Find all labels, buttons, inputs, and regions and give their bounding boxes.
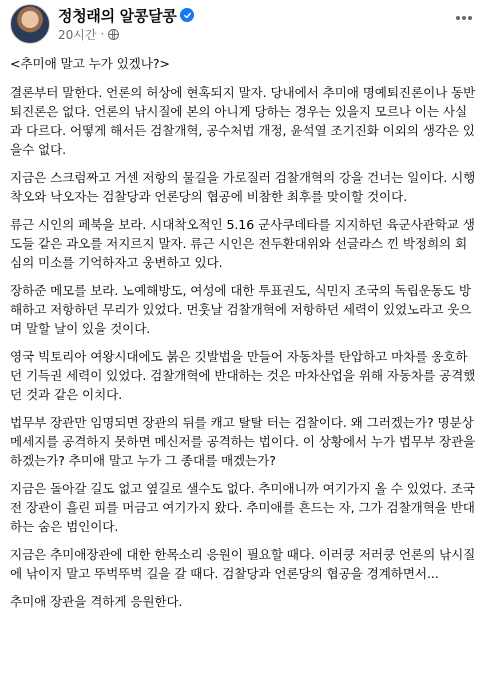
verified-badge-icon — [180, 8, 194, 22]
more-horizontal-icon — [455, 15, 473, 21]
post-timestamp[interactable]: 20시간 — [58, 27, 97, 42]
globe-icon[interactable] — [108, 29, 119, 40]
post-paragraph: 지금은 스크럼짜고 거센 저항의 물길을 가로질러 검찰개혁의 강을 건너는 일이다. 시행착오와 낙오자는 검찰당과 언론당의 협공에 비참한 최후를 맞이할 것이다. — [10, 170, 476, 204]
more-options-button[interactable] — [450, 8, 478, 28]
post-paragraph: 결론부터 말한다. 언론의 허상에 현혹되지 말자. 당내에서 추미애 명예퇴진론이나 동반퇴진론은 없다. 언론의 낚시질에 본의 아니게 당하는 경우는 있을지 모르나 이는 사실과 다르다. 어떻게 해서든 검찰개혁, 공수처법 개정, 윤석열 조기진화 이외의 생각은 있을수 없다. — [10, 85, 476, 157]
author-row — [58, 5, 194, 25]
post-title-line: <추미애 말고 누가 있겠나?> — [10, 56, 170, 71]
post-paragraph: 장하준 메모를 보라. 노예해방도, 여성에 대한 투표권도, 식민지 조국의 독립운동도 방해하고 저항하던 무리가 있었다. 먼훗날 검찰개혁에 저항하던 세력이 있었노라고 웃으며 말할 날이 있을 것이다. — [10, 283, 472, 336]
post-body — [10, 54, 478, 620]
post-meta — [58, 26, 119, 42]
post-paragraph: 지금은 추미애장관에 대한 한목소리 응원이 필요할 때다. 이러쿵 저러쿵 언론의 낚시질에 낚이지 말고 뚜벅뚜벅 길을 갈 때다. 검찰당과 언론당의 협공을 경계하면서... — [10, 547, 476, 581]
author-name[interactable]: 정청래의 알콩달콩 — [58, 6, 177, 25]
post-paragraph: 영국 빅토리아 여왕시대에도 붉은 깃발법을 만들어 자동차를 탄압하고 마차를 옹호하던 기득권 세력이 있었다. 검찰개혁에 반대하는 것은 마차산업을 위해 자동차를 공격했던 것과 같은 이치다. — [10, 349, 476, 402]
post-paragraph: 지금은 돌아갈 길도 없고 옆길로 샐수도 없다. 추미애니까 여기가지 올 수 있었다. 조국 전 장관이 흘린 피를 머금고 여기가지 왔다. 추미애를 흔드는 자, 그가 검찰개혁을 반대하는 숨은 범인이다. — [10, 481, 475, 534]
post-header — [10, 4, 478, 44]
post-paragraph: 추미애 장관을 격하게 응원한다. — [10, 594, 183, 609]
avatar[interactable] — [10, 4, 50, 44]
post-paragraph: 류근 시인의 페북을 보라. 시대착오적인 5.16 군사쿠데타를 지지하던 육군사관학교 생도들 같은 과오를 저지르지 말자. 류근 시인은 전두환대위와 선글라스 낀 박정희의 회심의 미소를 기억하자고 웅변하고 있다. — [10, 217, 475, 270]
post-paragraph: 법무부 장관만 임명되면 장관의 뒤를 캐고 탈탈 터는 검찰이다. 왜 그러겠는가? 명분상 메세지를 공격하지 못하면 메신저를 공격하는 법이다. 이 상황에서 누가 법무부 장관을 하겠는가? 추미애 말고 누가 그 종대를 매겠는가? — [10, 415, 476, 468]
meta-separator: · — [100, 27, 105, 41]
